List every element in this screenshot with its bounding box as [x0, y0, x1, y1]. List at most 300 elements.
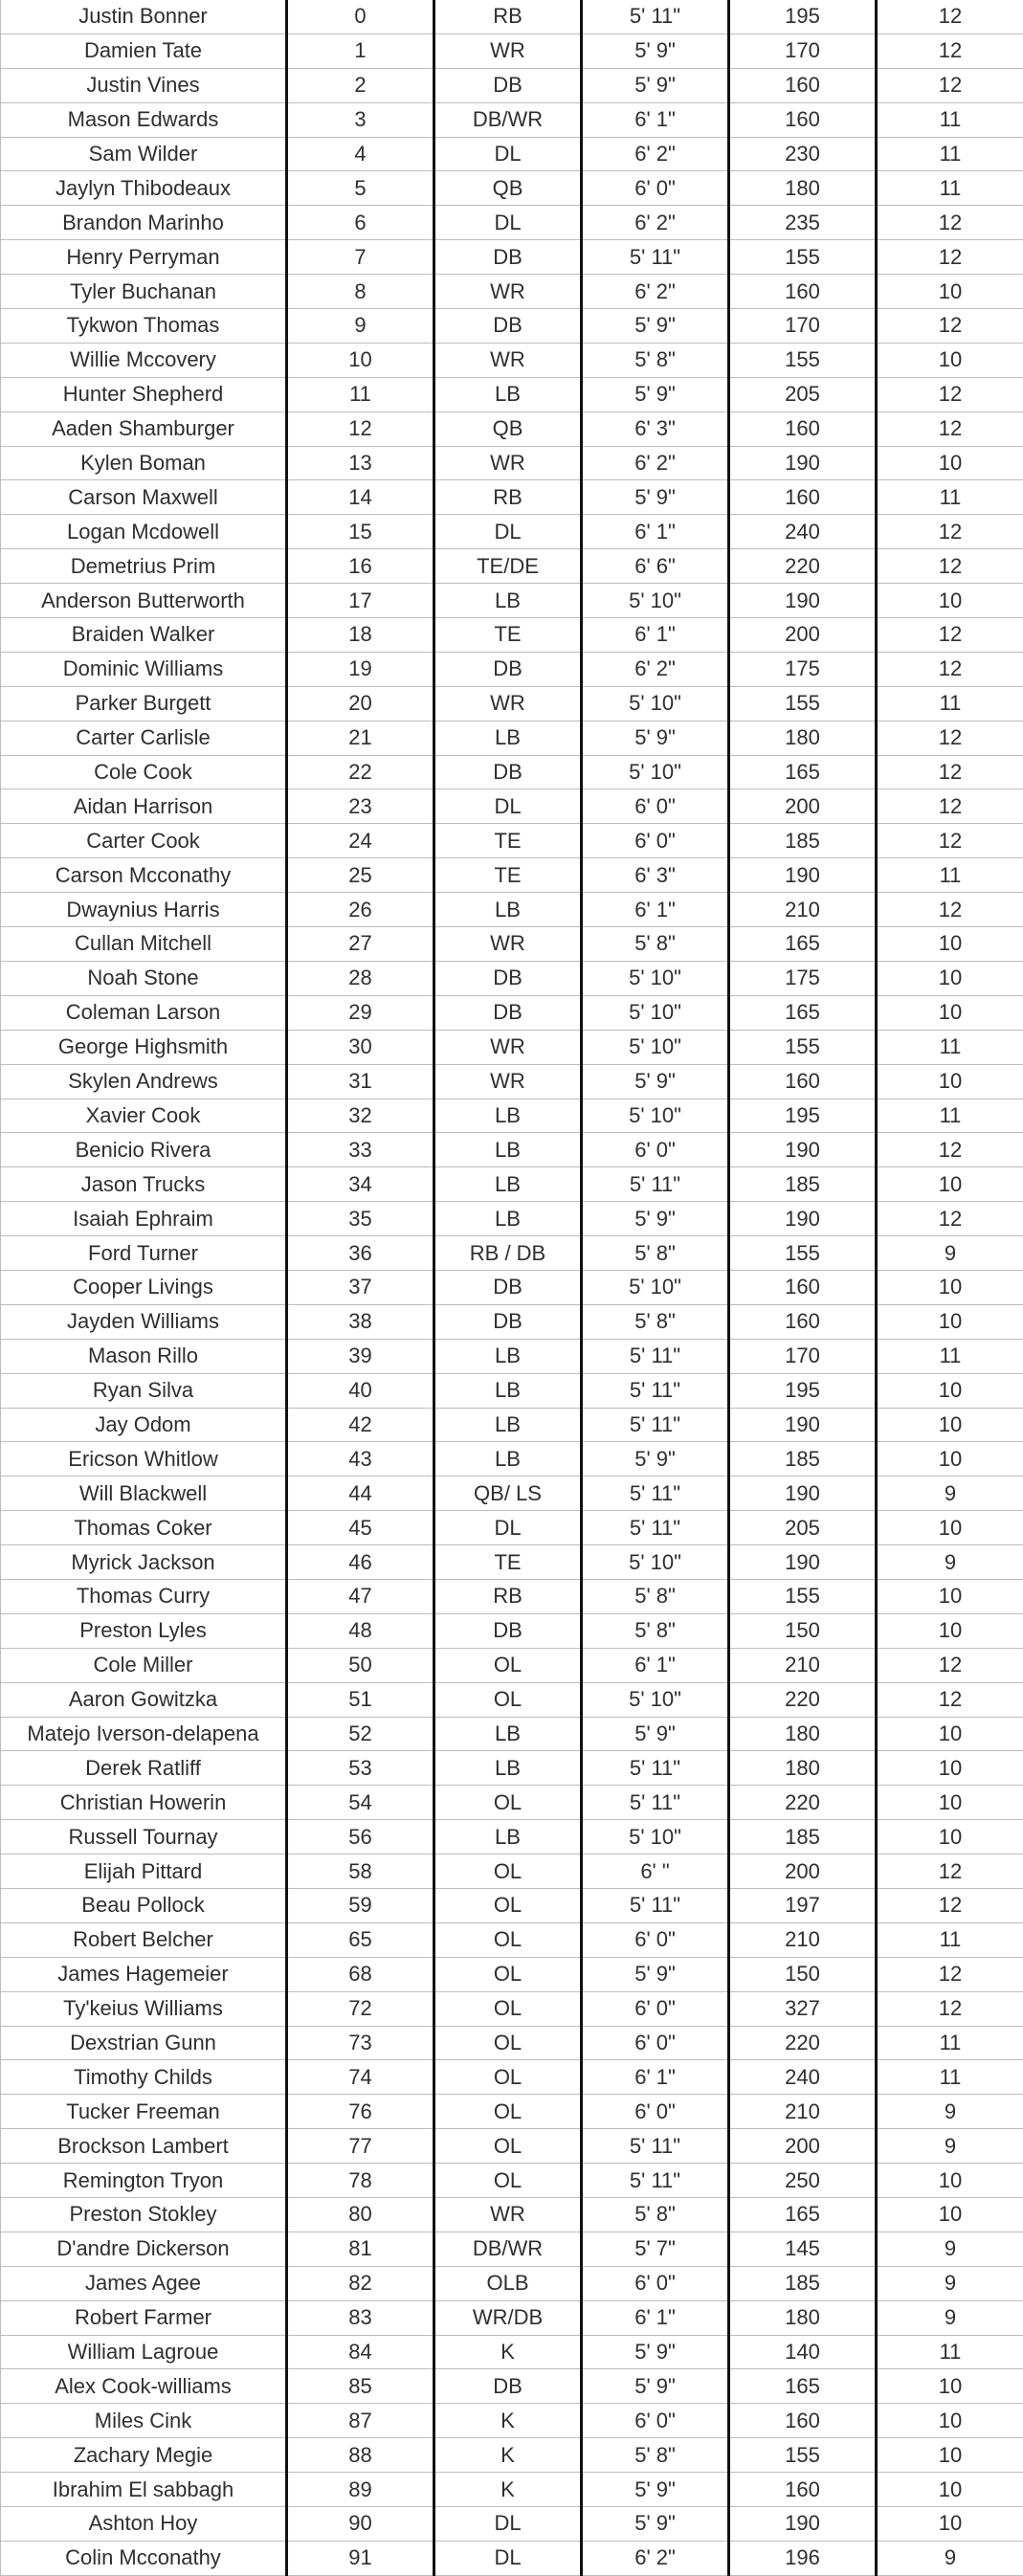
grade-cell: 10: [877, 1167, 1023, 1202]
position-cell: OL: [434, 2026, 582, 2060]
position-cell: OL: [434, 2129, 582, 2164]
roster-row: [1, 2164, 1023, 2198]
position-cell: LB: [434, 1442, 582, 1477]
roster-row: [1, 1202, 1023, 1236]
height-cell: 6' 1": [582, 893, 729, 927]
position-cell: DB: [434, 652, 582, 686]
roster-row: [1, 2026, 1023, 2060]
jersey-number-cell: 34: [287, 1167, 434, 1202]
height-cell: 5' 10": [582, 1820, 729, 1854]
jersey-number-cell: 72: [287, 1991, 434, 2026]
position-cell: DB/WR: [434, 102, 582, 137]
player-name-cell: Preston Stokley: [1, 2198, 287, 2232]
player-name-cell: Dwaynius Harris: [1, 893, 287, 927]
player-name-cell: Derek Ratliff: [1, 1751, 287, 1786]
roster-row: [1, 1099, 1023, 1133]
roster-row: [1, 893, 1023, 927]
player-name-cell: D'andre Dickerson: [1, 2232, 287, 2266]
player-name-cell: Dexstrian Gunn: [1, 2026, 287, 2060]
roster-row: [1, 2335, 1023, 2369]
weight-cell: 155: [729, 1579, 877, 1613]
position-cell: QB/ LS: [434, 1477, 582, 1511]
jersey-number-cell: 53: [287, 1751, 434, 1786]
height-cell: 6' 1": [582, 515, 729, 549]
height-cell: 6' 2": [582, 652, 729, 686]
player-name-cell: Myrick Jackson: [1, 1545, 287, 1580]
jersey-number-cell: 10: [287, 343, 434, 377]
player-name-cell: Carson Mcconathy: [1, 858, 287, 893]
weight-cell: 160: [729, 411, 877, 446]
player-name-cell: Parker Burgett: [1, 686, 287, 721]
position-cell: OL: [434, 2060, 582, 2095]
roster-row: [1, 652, 1023, 686]
jersey-number-cell: 0: [287, 0, 434, 33]
height-cell: 5' 11": [582, 0, 729, 33]
position-cell: WR: [434, 343, 582, 377]
height-cell: 5' 11": [582, 1373, 729, 1408]
grade-cell: 10: [877, 1717, 1023, 1751]
weight-cell: 180: [729, 1751, 877, 1786]
roster-row: [1, 206, 1023, 240]
position-cell: DB: [434, 1304, 582, 1339]
player-name-cell: Ashton Hoy: [1, 2507, 287, 2542]
position-cell: OL: [434, 1991, 582, 2026]
position-cell: LB: [434, 1820, 582, 1854]
jersey-number-cell: 46: [287, 1545, 434, 1580]
weight-cell: 165: [729, 995, 877, 1030]
height-cell: 5' 10": [582, 995, 729, 1030]
jersey-number-cell: 2: [287, 68, 434, 102]
position-cell: DB: [434, 1270, 582, 1304]
weight-cell: 155: [729, 1236, 877, 1271]
player-name-cell: Jayden Williams: [1, 1304, 287, 1339]
height-cell: 6' 2": [582, 275, 729, 309]
roster-row: [1, 1888, 1023, 1922]
position-cell: WR: [434, 446, 582, 480]
position-cell: WR: [434, 33, 582, 68]
roster-row: [1, 0, 1023, 33]
height-cell: 5' 8": [582, 927, 729, 962]
player-name-cell: Tykwon Thomas: [1, 309, 287, 344]
jersey-number-cell: 54: [287, 1786, 434, 1820]
position-cell: DL: [434, 137, 582, 171]
position-cell: TE/DE: [434, 549, 582, 584]
jersey-number-cell: 31: [287, 1064, 434, 1099]
player-name-cell: Russell Tournay: [1, 1820, 287, 1854]
weight-cell: 200: [729, 2129, 877, 2164]
weight-cell: 175: [729, 652, 877, 686]
grade-cell: 10: [877, 927, 1023, 962]
jersey-number-cell: 24: [287, 824, 434, 858]
position-cell: LB: [434, 1373, 582, 1408]
player-name-cell: Zachary Megie: [1, 2438, 287, 2473]
roster-row: [1, 1545, 1023, 1580]
jersey-number-cell: 4: [287, 137, 434, 171]
roster-row: [1, 1751, 1023, 1786]
grade-cell: 12: [877, 0, 1023, 33]
weight-cell: 160: [729, 2473, 877, 2507]
grade-cell: 10: [877, 1751, 1023, 1786]
height-cell: 5' 8": [582, 343, 729, 377]
height-cell: 5' 10": [582, 1099, 729, 1133]
player-name-cell: Will Blackwell: [1, 1477, 287, 1511]
player-name-cell: Demetrius Prim: [1, 549, 287, 584]
height-cell: 5' 8": [582, 1579, 729, 1613]
jersey-number-cell: 84: [287, 2335, 434, 2369]
position-cell: LB: [434, 377, 582, 411]
position-cell: LB: [434, 1133, 582, 1167]
roster-row: [1, 2438, 1023, 2473]
grade-cell: 11: [877, 137, 1023, 171]
jersey-number-cell: 39: [287, 1339, 434, 1373]
jersey-number-cell: 7: [287, 240, 434, 275]
height-cell: 5' 9": [582, 1202, 729, 1236]
roster-row: [1, 1991, 1023, 2026]
grade-cell: 9: [877, 2266, 1023, 2300]
roster-row: [1, 446, 1023, 480]
position-cell: TE: [434, 618, 582, 653]
player-name-cell: Tyler Buchanan: [1, 275, 287, 309]
roster-row: [1, 102, 1023, 137]
jersey-number-cell: 16: [287, 549, 434, 584]
position-cell: OL: [434, 1854, 582, 1889]
weight-cell: 180: [729, 1717, 877, 1751]
player-name-cell: Kylen Boman: [1, 446, 287, 480]
grade-cell: 10: [877, 2164, 1023, 2198]
position-cell: LB: [434, 584, 582, 618]
grade-cell: 12: [877, 1682, 1023, 1717]
player-name-cell: Ford Turner: [1, 1236, 287, 1271]
jersey-number-cell: 89: [287, 2473, 434, 2507]
weight-cell: 185: [729, 1820, 877, 1854]
player-name-cell: James Hagemeier: [1, 1957, 287, 1991]
position-cell: LB: [434, 1408, 582, 1442]
jersey-number-cell: 15: [287, 515, 434, 549]
weight-cell: 155: [729, 2438, 877, 2473]
grade-cell: 12: [877, 789, 1023, 824]
position-cell: OL: [434, 2095, 582, 2129]
weight-cell: 250: [729, 2164, 877, 2198]
jersey-number-cell: 19: [287, 652, 434, 686]
jersey-number-cell: 13: [287, 446, 434, 480]
player-name-cell: Logan Mcdowell: [1, 515, 287, 549]
roster-row: [1, 755, 1023, 789]
position-cell: DB: [434, 68, 582, 102]
height-cell: 5' 11": [582, 1511, 729, 1545]
roster-row: [1, 1236, 1023, 1271]
grade-cell: 10: [877, 2438, 1023, 2473]
roster-row: [1, 240, 1023, 275]
weight-cell: 160: [729, 480, 877, 515]
height-cell: 5' 11": [582, 1477, 729, 1511]
jersey-number-cell: 22: [287, 755, 434, 789]
grade-cell: 11: [877, 1030, 1023, 1064]
position-cell: DL: [434, 1511, 582, 1545]
position-cell: DB/WR: [434, 2232, 582, 2266]
position-cell: LB: [434, 893, 582, 927]
grade-cell: 11: [877, 2060, 1023, 2095]
roster-row: [1, 33, 1023, 68]
height-cell: 5' 10": [582, 1682, 729, 1717]
jersey-number-cell: 20: [287, 686, 434, 721]
jersey-number-cell: 56: [287, 1820, 434, 1854]
roster-row: [1, 2232, 1023, 2266]
height-cell: 6' 0": [582, 1991, 729, 2026]
roster-row: [1, 1957, 1023, 1991]
grade-cell: 10: [877, 1579, 1023, 1613]
player-name-cell: Jason Trucks: [1, 1167, 287, 1202]
weight-cell: 165: [729, 2198, 877, 2232]
player-name-cell: Braiden Walker: [1, 618, 287, 653]
player-name-cell: Mason Edwards: [1, 102, 287, 137]
height-cell: 6' 0": [582, 1133, 729, 1167]
roster-table-body: [1, 0, 1023, 2575]
player-name-cell: Mason Rillo: [1, 1339, 287, 1373]
grade-cell: 10: [877, 446, 1023, 480]
weight-cell: 150: [729, 1957, 877, 1991]
player-name-cell: Robert Belcher: [1, 1922, 287, 1957]
player-name-cell: Ibrahim El sabbagh: [1, 2473, 287, 2507]
position-cell: K: [434, 2335, 582, 2369]
height-cell: 6' 6": [582, 549, 729, 584]
weight-cell: 220: [729, 1786, 877, 1820]
roster-row: [1, 995, 1023, 1030]
grade-cell: 10: [877, 1270, 1023, 1304]
player-name-cell: Elijah Pittard: [1, 1854, 287, 1889]
position-cell: WR/DB: [434, 2300, 582, 2335]
weight-cell: 155: [729, 343, 877, 377]
height-cell: 6' 2": [582, 137, 729, 171]
jersey-number-cell: 11: [287, 377, 434, 411]
roster-row: [1, 1717, 1023, 1751]
player-name-cell: Aaden Shamburger: [1, 411, 287, 446]
position-cell: OL: [434, 1786, 582, 1820]
position-cell: OL: [434, 1957, 582, 1991]
jersey-number-cell: 76: [287, 2095, 434, 2129]
position-cell: OL: [434, 1682, 582, 1717]
roster-row: [1, 961, 1023, 995]
jersey-number-cell: 82: [287, 2266, 434, 2300]
grade-cell: 9: [877, 2300, 1023, 2335]
weight-cell: 190: [729, 1477, 877, 1511]
weight-cell: 185: [729, 1442, 877, 1477]
grade-cell: 11: [877, 858, 1023, 893]
weight-cell: 170: [729, 33, 877, 68]
weight-cell: 155: [729, 240, 877, 275]
height-cell: 5' 11": [582, 1786, 729, 1820]
jersey-number-cell: 6: [287, 206, 434, 240]
player-name-cell: George Highsmith: [1, 1030, 287, 1064]
position-cell: DB: [434, 961, 582, 995]
jersey-number-cell: 50: [287, 1648, 434, 1682]
jersey-number-cell: 8: [287, 275, 434, 309]
height-cell: 5' 9": [582, 721, 729, 755]
player-name-cell: William Lagroue: [1, 2335, 287, 2369]
grade-cell: 9: [877, 1236, 1023, 1271]
position-cell: OL: [434, 2164, 582, 2198]
roster-row: [1, 1579, 1023, 1613]
player-name-cell: Robert Farmer: [1, 2300, 287, 2335]
grade-cell: 12: [877, 1854, 1023, 1889]
player-name-cell: James Agee: [1, 2266, 287, 2300]
position-cell: DL: [434, 515, 582, 549]
height-cell: 5' 9": [582, 1717, 729, 1751]
position-cell: K: [434, 2473, 582, 2507]
roster-row: [1, 171, 1023, 206]
grade-cell: 9: [877, 1545, 1023, 1580]
roster-row: [1, 2198, 1023, 2232]
jersey-number-cell: 28: [287, 961, 434, 995]
height-cell: 5' 9": [582, 68, 729, 102]
grade-cell: 9: [877, 1477, 1023, 1511]
player-name-cell: Skylen Andrews: [1, 1064, 287, 1099]
roster-row: [1, 2300, 1023, 2335]
player-name-cell: Carter Cook: [1, 824, 287, 858]
jersey-number-cell: 44: [287, 1477, 434, 1511]
grade-cell: 10: [877, 1511, 1023, 1545]
height-cell: 5' 11": [582, 1408, 729, 1442]
weight-cell: 210: [729, 1922, 877, 1957]
position-cell: DB: [434, 309, 582, 344]
roster-row: [1, 1854, 1023, 1889]
position-cell: RB / DB: [434, 1236, 582, 1271]
weight-cell: 195: [729, 1373, 877, 1408]
position-cell: DL: [434, 789, 582, 824]
position-cell: K: [434, 2438, 582, 2473]
grade-cell: 9: [877, 2129, 1023, 2164]
grade-cell: 10: [877, 275, 1023, 309]
roster-row: [1, 2541, 1023, 2575]
player-name-cell: Justin Bonner: [1, 0, 287, 33]
position-cell: DB: [434, 1613, 582, 1648]
grade-cell: 9: [877, 2232, 1023, 2266]
weight-cell: 235: [729, 206, 877, 240]
position-cell: RB: [434, 480, 582, 515]
player-name-cell: Remington Tryon: [1, 2164, 287, 2198]
grade-cell: 12: [877, 411, 1023, 446]
jersey-number-cell: 14: [287, 480, 434, 515]
grade-cell: 10: [877, 2404, 1023, 2438]
player-name-cell: Cooper Livings: [1, 1270, 287, 1304]
player-name-cell: Tucker Freeman: [1, 2095, 287, 2129]
roster-row: [1, 137, 1023, 171]
jersey-number-cell: 17: [287, 584, 434, 618]
weight-cell: 185: [729, 2266, 877, 2300]
grade-cell: 12: [877, 377, 1023, 411]
roster-row: [1, 1922, 1023, 1957]
weight-cell: 155: [729, 686, 877, 721]
height-cell: 6' 0": [582, 2404, 729, 2438]
grade-cell: 11: [877, 2335, 1023, 2369]
grade-cell: 10: [877, 995, 1023, 1030]
height-cell: 6' 1": [582, 2300, 729, 2335]
height-cell: 5' 10": [582, 1270, 729, 1304]
grade-cell: 12: [877, 549, 1023, 584]
roster-row: [1, 1820, 1023, 1854]
height-cell: 6' 0": [582, 2026, 729, 2060]
player-name-cell: Timothy Childs: [1, 2060, 287, 2095]
height-cell: 5' 11": [582, 240, 729, 275]
player-name-cell: Henry Perryman: [1, 240, 287, 275]
weight-cell: 165: [729, 755, 877, 789]
height-cell: 6' 0": [582, 1922, 729, 1957]
position-cell: DB: [434, 995, 582, 1030]
roster-row: [1, 2404, 1023, 2438]
player-name-cell: Miles Cink: [1, 2404, 287, 2438]
grade-cell: 10: [877, 2473, 1023, 2507]
jersey-number-cell: 74: [287, 2060, 434, 2095]
player-name-cell: Cole Miller: [1, 1648, 287, 1682]
grade-cell: 11: [877, 102, 1023, 137]
height-cell: 6' 1": [582, 2060, 729, 2095]
weight-cell: 145: [729, 2232, 877, 2266]
player-name-cell: Isaiah Ephraim: [1, 1202, 287, 1236]
weight-cell: 210: [729, 893, 877, 927]
grade-cell: 12: [877, 824, 1023, 858]
roster-row: [1, 515, 1023, 549]
roster-row: [1, 2369, 1023, 2404]
grade-cell: 12: [877, 33, 1023, 68]
weight-cell: 190: [729, 1202, 877, 1236]
height-cell: 5' 8": [582, 1304, 729, 1339]
position-cell: RB: [434, 0, 582, 33]
roster-row: [1, 377, 1023, 411]
player-name-cell: Coleman Larson: [1, 995, 287, 1030]
grade-cell: 10: [877, 343, 1023, 377]
roster-row: [1, 2095, 1023, 2129]
height-cell: 5' 10": [582, 686, 729, 721]
roster-row: [1, 343, 1023, 377]
grade-cell: 11: [877, 686, 1023, 721]
position-cell: TE: [434, 858, 582, 893]
weight-cell: 140: [729, 2335, 877, 2369]
jersey-number-cell: 37: [287, 1270, 434, 1304]
position-cell: LB: [434, 1751, 582, 1786]
roster-row: [1, 68, 1023, 102]
jersey-number-cell: 58: [287, 1854, 434, 1889]
jersey-number-cell: 88: [287, 2438, 434, 2473]
height-cell: 6' 2": [582, 206, 729, 240]
grade-cell: 12: [877, 515, 1023, 549]
roster-row: [1, 1373, 1023, 1408]
position-cell: LB: [434, 1202, 582, 1236]
height-cell: 5' 9": [582, 309, 729, 344]
jersey-number-cell: 38: [287, 1304, 434, 1339]
height-cell: 6' 0": [582, 789, 729, 824]
grade-cell: 12: [877, 652, 1023, 686]
player-name-cell: Willie Mccovery: [1, 343, 287, 377]
jersey-number-cell: 1: [287, 33, 434, 68]
grade-cell: 10: [877, 2507, 1023, 2542]
jersey-number-cell: 81: [287, 2232, 434, 2266]
height-cell: 6' 3": [582, 411, 729, 446]
weight-cell: 185: [729, 1167, 877, 1202]
height-cell: 5' 11": [582, 1167, 729, 1202]
position-cell: LB: [434, 1717, 582, 1751]
roster-row: [1, 686, 1023, 721]
weight-cell: 196: [729, 2541, 877, 2575]
player-name-cell: Aidan Harrison: [1, 789, 287, 824]
jersey-number-cell: 25: [287, 858, 434, 893]
jersey-number-cell: 91: [287, 2541, 434, 2575]
jersey-number-cell: 18: [287, 618, 434, 653]
height-cell: 5' 9": [582, 2473, 729, 2507]
weight-cell: 160: [729, 1064, 877, 1099]
weight-cell: 195: [729, 0, 877, 33]
player-name-cell: Thomas Coker: [1, 1511, 287, 1545]
weight-cell: 240: [729, 515, 877, 549]
grade-cell: 12: [877, 1648, 1023, 1682]
